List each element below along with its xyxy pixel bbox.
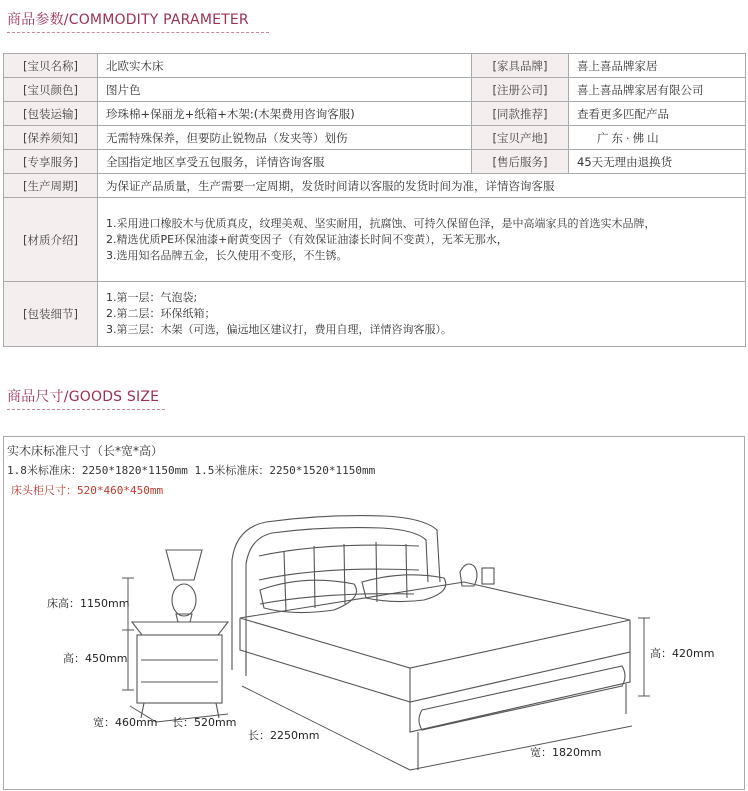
dim-frame-height: 高：420mm <box>650 647 715 660</box>
material-line: 1.采用进口橡胶木与优质真皮，纹理美观、坚实耐用，抗腐蚀、可持久保留色泽，是中高端家具的首选实木品牌， <box>106 216 656 230</box>
label-packdetail: [包装细节] <box>4 282 98 347</box>
dim-stand-length: 长：520mm <box>172 716 237 729</box>
size-standard-bed: 1.8米标准床：2250*1820*1150mm 1.5米标准床：2250*1520*1150mm <box>7 464 376 477</box>
value-company: 喜上喜品牌家居有限公司 <box>569 78 746 102</box>
value-origin: 广东·佛山 <box>569 126 746 150</box>
packdetail-line: 2.第二层：环保纸箱； <box>106 307 216 320</box>
packdetail-line: 3.第三层：木架（可选，偏远地区建议打，费用自理，详情咨询客服）。 <box>106 323 452 336</box>
section-title-params: 商品参数/COMMODITY PARAMETER <box>7 12 249 28</box>
label-name: [宝贝名称] <box>4 54 98 78</box>
table-row <box>4 102 746 126</box>
value-name: 北欧实木床 <box>98 54 472 78</box>
value-material <box>98 198 746 282</box>
value-packdetail <box>98 282 746 347</box>
label-company: [注册公司] <box>472 78 569 102</box>
label-cycle: [生产周期] <box>4 174 98 198</box>
table-row <box>4 54 746 78</box>
nightstand-key: 床头柜尺寸： <box>11 484 77 497</box>
value-care: 无需特殊保养，但要防止锐物品（发夹等）划伤 <box>98 126 472 150</box>
value-package: 珍珠棉+保丽龙+纸箱+木架:(木架费用咨询客服) <box>98 102 472 126</box>
material-line: 2.精选优质PE环保油漆+耐黄变因子（有效保证油漆长时间不变黄），无苯无那水， <box>106 232 508 246</box>
section-divider <box>7 409 165 410</box>
nightstand-illustration <box>132 622 228 718</box>
label-origin: [宝贝产地] <box>472 126 569 150</box>
dim-bed-width: 宽：1820mm <box>530 746 602 759</box>
label-care: [保养须知] <box>4 126 98 150</box>
table-row <box>4 198 746 282</box>
label-color: [宝贝颜色] <box>4 78 98 102</box>
material-line: 3.选用知名品牌五金，长久使用不变形，不生锈。 <box>106 248 348 262</box>
table-row <box>4 174 746 198</box>
dim-stand-width: 宽：460mm <box>93 716 158 729</box>
table-row <box>4 282 746 347</box>
value-after: 45天无理由退换货 <box>569 150 746 174</box>
label-same: [同款推荐] <box>472 102 569 126</box>
section-divider <box>7 32 269 33</box>
section-title-size: 商品尺寸/GOODS SIZE <box>7 389 160 405</box>
label-after: [售后服务] <box>472 150 569 174</box>
label-material: [材质介绍] <box>4 198 98 282</box>
table-row <box>4 126 746 150</box>
table-row <box>4 150 746 174</box>
nightstand-value: 520*460*450mm <box>77 484 164 497</box>
size-nightstand <box>11 482 163 498</box>
lamp-illustration <box>166 550 202 622</box>
label-service: [专享服务] <box>4 150 98 174</box>
dim-bed-height: 床高：1150mm <box>47 597 130 610</box>
size-header: 实木床标准尺寸（长*宽*高） <box>7 444 164 458</box>
value-color: 图片色 <box>98 78 472 102</box>
dim-bed-length: 长：2250mm <box>248 729 320 742</box>
bed-dimension-drawing <box>4 500 742 786</box>
table-row <box>4 78 746 102</box>
value-brand: 喜上喜品牌家居 <box>569 54 746 78</box>
label-brand: [家具品牌] <box>472 54 569 78</box>
value-service: 全国指定地区享受五包服务，详情咨询客服 <box>98 150 472 174</box>
dim-stand-height: 高：450mm <box>63 652 128 665</box>
headboard-illustration <box>232 516 440 672</box>
value-cycle: 为保证产品质量，生产需要一定周期，发货时间请以客服的发货时间为准，详情咨询客服 <box>98 174 746 198</box>
parameter-table <box>3 53 746 347</box>
label-package: [包装运输] <box>4 102 98 126</box>
packdetail-line: 1.第一层：气泡袋; <box>106 291 198 304</box>
value-same[interactable]: 查看更多匹配产品 <box>569 102 746 126</box>
